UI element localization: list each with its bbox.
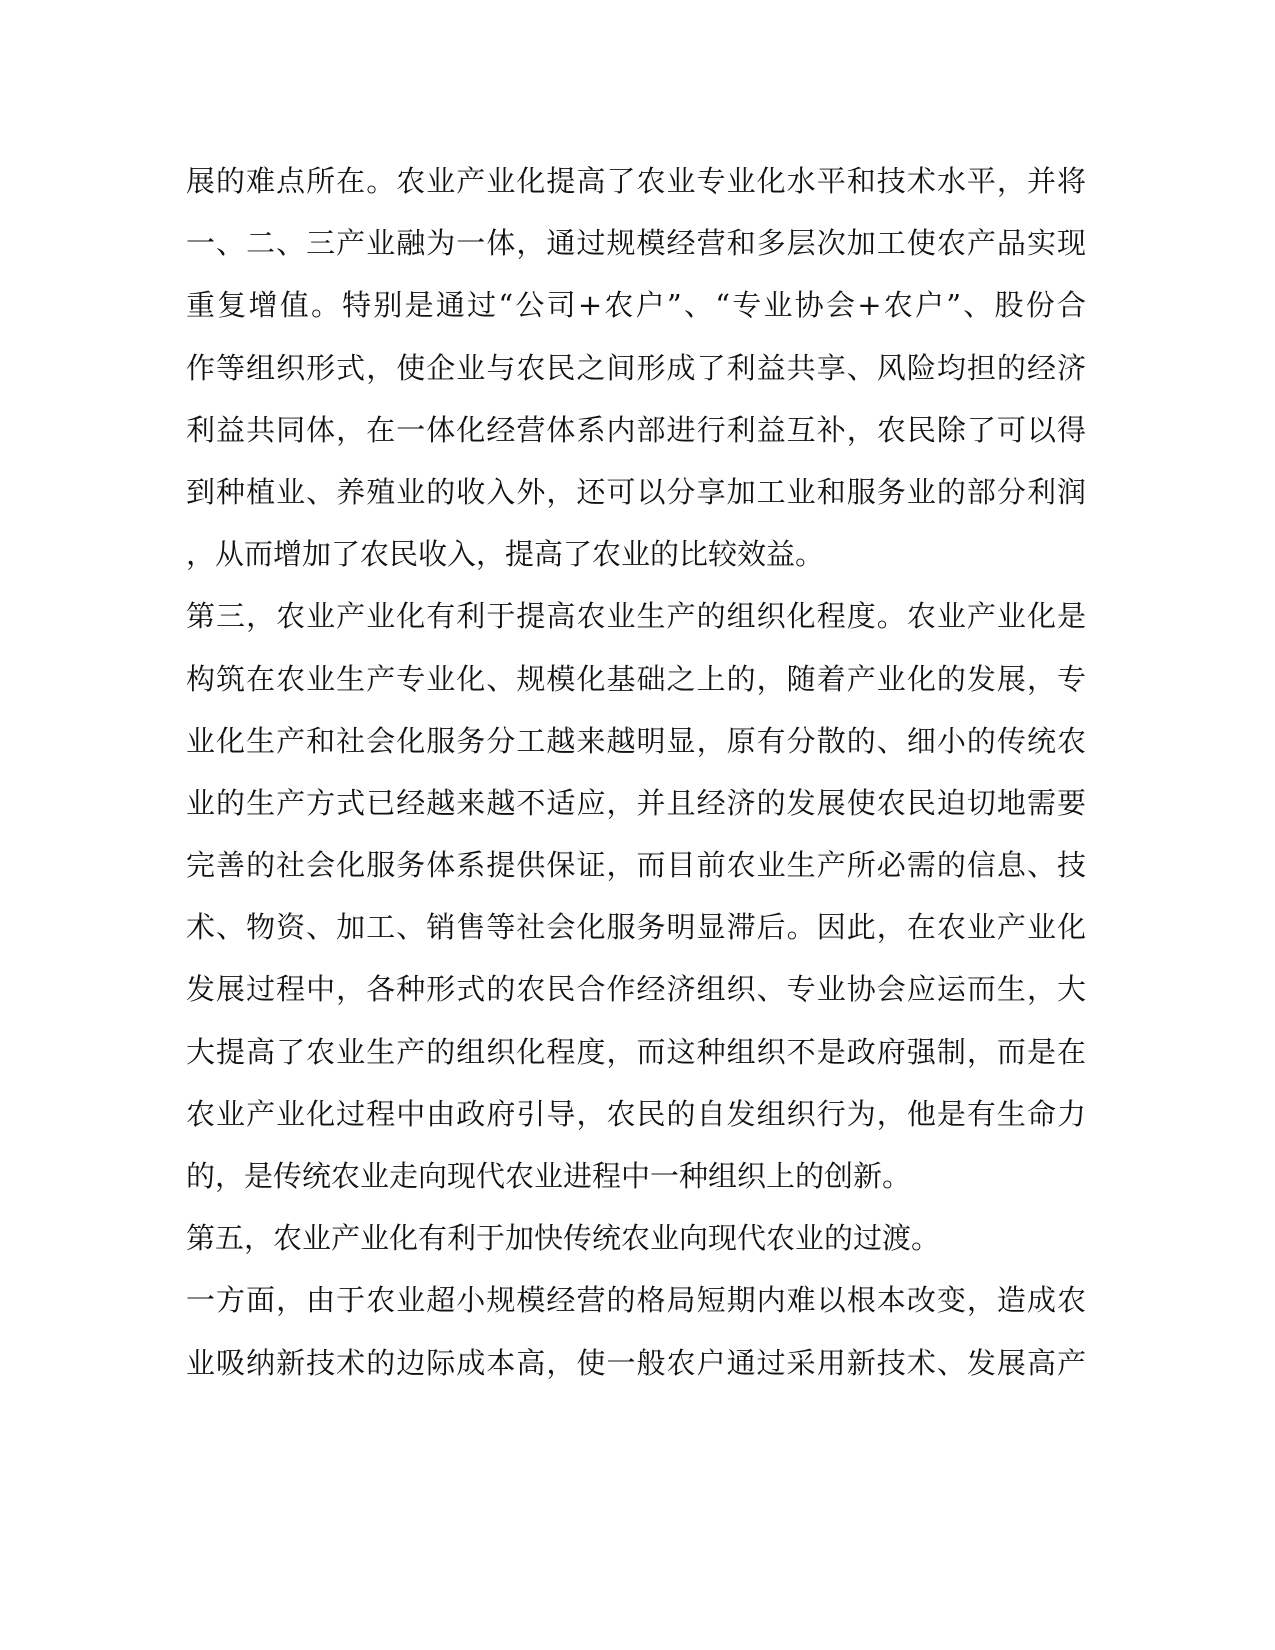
text-line: 术、物资、加工、销售等社会化服务明显滞后。因此，在农业产业化: [186, 910, 1086, 945]
text-line: 第五，农业产业化有利于加快传统农业向现代农业的过渡。: [186, 1221, 941, 1256]
text-line: 重复增值。特别是通过“公司+农户”、“专业协会+农户”、股份合: [186, 288, 1086, 323]
text-line: 完善的社会化服务体系提供保证，而目前农业生产所必需的信息、技: [186, 848, 1086, 883]
text-line: 发展过程中，各种形式的农民合作经济组织、专业协会应运而生，大: [186, 972, 1086, 1007]
text-line: ，从而增加了农民收入，提高了农业的比较效益。: [186, 537, 825, 572]
text-line: 利益共同体，在一体化经营体系内部进行利益互补，农民除了可以得: [186, 412, 1086, 447]
text-line: 构筑在农业生产专业化、规模化基础之上的，随着产业化的发展，专: [186, 661, 1086, 696]
text-line: 的，是传统农业走向现代农业进程中一种组织上的创新。: [186, 1159, 912, 1193]
text-line: 到种植业、养殖业的收入外，还可以分享加工业和服务业的部分利润: [186, 474, 1086, 509]
text-line: 业的生产方式已经越来越不适应，并且经济的发展使农民迫切地需要: [186, 785, 1086, 820]
text-line: 业化生产和社会化服务分工越来越明显，原有分散的、细小的传统农: [186, 723, 1086, 758]
text-line: 展的难点所在。农业产业化提高了农业专业化水平和技术水平，并将: [186, 164, 1086, 198]
text-line: 一方面，由于农业超小规模经营的格局短期内难以根本改变，造成农: [186, 1283, 1086, 1318]
text-line: 一、二、三产业融为一体，通过规模经营和多层次加工使农产品实现: [186, 226, 1086, 261]
text-line: 业吸纳新技术的边际成本高，使一般农户通过采用新技术、发展高产: [186, 1345, 1086, 1380]
body-text: [186, 150, 1086, 1394]
text-line: 大提高了农业生产的组织化程度，而这种组织不是政府强制，而是在: [186, 1034, 1086, 1069]
text-line: 第三，农业产业化有利于提高农业生产的组织化程度。农业产业化是: [186, 599, 1086, 634]
text-line: 农业产业化过程中由政府引导，农民的自发组织行为，他是有生命力: [186, 1096, 1086, 1131]
text-line: 作等组织形式，使企业与农民之间形成了利益共享、风险均担的经济: [186, 350, 1086, 385]
